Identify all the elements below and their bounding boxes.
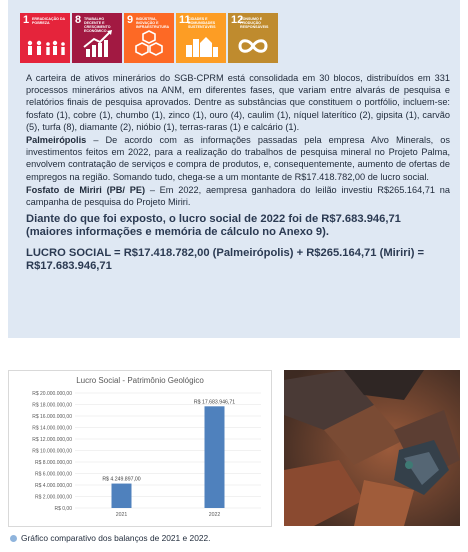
y-tick-label: R$ 8.000.000,00 [35, 459, 72, 466]
body-text [26, 72, 450, 273]
y-tick-label: R$ 6.000.000,00 [35, 471, 72, 478]
y-tick-label: R$ 14.000.000,00 [32, 425, 72, 432]
portfolio-paragraph: A carteira de ativos minerários do SGB-CPRM está consolidada em 30 blocos, distribuídos em 331 processos minerários ativos na ANM, em diferentes fases, que variam entre alvarás de pesquisa e relatórios finais de pesquisa aprovados. Dentre as substâncias que constituem o portfólio, incluem-se: fosfato (1), cobre (1), chumbo (1), zinco (1), ouro (4), caulim (1), níquel laterítico (2), gipsita (1), carvão (5), turfa (8), diamante (2), nióbio (1), terras-raras (1) e calcário (1). [26, 73, 450, 132]
sdg-goal-9 [124, 13, 174, 63]
sdg-label: ERRADICAÇÃO DA POBREZA [32, 17, 66, 25]
summary-text: Diante do que foi exposto, o lucro social de 2022 foi de R$7.683.946,71 (maiores informações e memória de cálculo no Anexo 9). [26, 213, 401, 239]
caption-bullet [10, 535, 17, 542]
rock-photo [284, 370, 460, 526]
cubes-icon [124, 13, 174, 63]
y-tick-label: R$ 0,00 [54, 505, 72, 512]
sdg-goal-11 [176, 13, 226, 63]
sdg-number: 9 [127, 14, 134, 26]
sdg-goal-8 [72, 13, 122, 63]
city-icon [176, 13, 226, 63]
caption-text: Gráfico comparativo dos balanços de 2021 e 2022. [21, 533, 211, 543]
y-tick-label: R$ 2.000.000,00 [35, 494, 72, 501]
growth-chart-icon [72, 13, 122, 63]
palmeiropolis-text: – De acordo com as informações passadas pela empresa Alvo Minerals, os investimentos feitos em 2022, para a realização do trabalhos de pesquisa mineral no Projeto Palma, envolvem contratação de serviços e compra de produtos, e, consequentemente, aumento de ofertas de empregos na região. Somando tudo, chega-se a um montante de R$17.418.782,00 de lucro social. [26, 135, 450, 182]
chart-title: Lucro Social - Patrimônio Geológico [76, 376, 204, 385]
sdg-label: TRABALHO DECENTE E CRESCIMENTO ECONÔMICO [84, 17, 111, 33]
sdg-label: CONSUMO E PRODUÇÃO RESPONSÁVEIS [240, 17, 269, 29]
miriri-paragraph [26, 184, 450, 208]
formula-text: LUCRO SOCIAL = R$17.418.782,00 (Palmeirópolis) + R$265.164,71 (Miriri) = R$17.683.946,71 [26, 247, 425, 273]
sdg-goal-12 [228, 13, 278, 63]
y-tick-label: R$ 20.000.000,00 [32, 390, 72, 397]
chart-canvas [9, 371, 271, 526]
y-tick-label: R$ 12.000.000,00 [32, 436, 72, 443]
bar-chart [8, 370, 272, 527]
bar [112, 484, 132, 508]
sdg-label: INDÚSTRIA, INOVAÇÃO E INFRAESTRUTURA [136, 17, 170, 29]
x-tick-label: 2021 [115, 512, 128, 518]
y-tick-label: R$ 10.000.000,00 [32, 448, 72, 455]
data-label: R$ 17.683.946,71 [193, 399, 236, 406]
sdg-number: 8 [75, 14, 82, 26]
data-label: R$ 4.249.897,00 [102, 476, 141, 483]
miriri-title: Fosfato de Miriri (PB/ PE) [26, 184, 146, 195]
sdg-number: 11 [179, 14, 191, 26]
sdg-number: 1 [23, 14, 30, 26]
sdg-number: 12 [231, 14, 244, 26]
y-tick-label: R$ 18.000.000,00 [32, 402, 72, 409]
sdg-goal-1 [20, 13, 70, 63]
y-tick-label: R$ 16.000.000,00 [32, 413, 72, 420]
miriri-text: – Em 2022, aempresa ganhadora do leilão investiu R$265.164,71 na campanha de pesquisa do Projeto Miriri. [26, 184, 451, 208]
people-icon [20, 13, 70, 63]
infinity-icon [228, 13, 278, 63]
x-tick-label: 2022 [208, 512, 221, 518]
content-panel [8, 0, 460, 338]
bar [205, 406, 225, 508]
sdg-icons-row [20, 13, 278, 63]
palmeiropolis-paragraph [26, 134, 450, 183]
palmeiropolis-title: Palmeirópolis [26, 135, 87, 146]
rock-image [284, 370, 460, 526]
figure-caption [10, 533, 211, 543]
sdg-label: CIDADES E COMUNIDADES SUSTENTÁVEIS [188, 17, 216, 29]
y-tick-label: R$ 4.000.000,00 [35, 482, 72, 489]
